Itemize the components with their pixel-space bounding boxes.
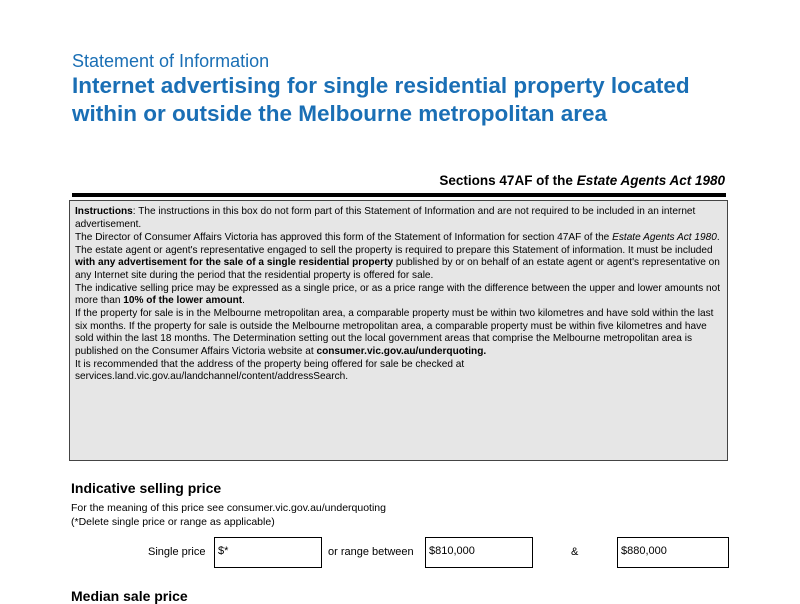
selling-price-note-1: For the meaning of this price see consumer.vic.gov.au/underquoting xyxy=(71,502,386,514)
instructions-text-2-end: . xyxy=(716,231,720,243)
sections-prefix: Sections 47AF of the xyxy=(439,173,577,188)
instructions-text-2: The Director of Consumer Affairs Victoria has approved this form of the Statement of Information for section 47AF of the xyxy=(75,231,613,243)
indicative-selling-price-heading: Indicative selling price xyxy=(71,480,222,496)
instructions-box xyxy=(69,200,728,461)
median-sale-price-heading: Median sale price xyxy=(71,588,188,604)
instructions-text-1: : The instructions in this box do not form part of this Statement of Information and are not required to be included in an internet advertisement. xyxy=(75,206,696,230)
instructions-act: Estate Agents Act 1980 xyxy=(612,231,717,243)
selling-price-note xyxy=(71,501,386,529)
sections-reference xyxy=(439,173,725,188)
instructions-text-4b: . xyxy=(242,295,245,307)
instructions-para-2 xyxy=(75,232,723,245)
selling-price-note-2: (*Delete single price or range as applicable) xyxy=(71,516,275,528)
single-price-field[interactable]: $* xyxy=(214,537,322,568)
range-low-field[interactable]: $810,000 xyxy=(425,537,533,568)
instructions-para-1 xyxy=(75,206,723,231)
document-subtitle: Statement of Information xyxy=(72,51,270,71)
instructions-bold-3: with any advertisement for the sale of a single residential property xyxy=(75,257,394,269)
instructions-text-3b: published by or on behalf of an estate agent or agent's representative on any Internet site during the period that the residential property is offered for sale. xyxy=(75,257,720,281)
instructions-para-5 xyxy=(75,308,723,358)
instructions-para-4 xyxy=(75,283,723,308)
range-and-label: & xyxy=(571,546,579,558)
instructions-para-3 xyxy=(75,245,723,283)
instructions-para-6 xyxy=(75,359,723,384)
instructions-bold-4: 10% of the lower amount xyxy=(123,295,243,307)
range-between-label: or range between xyxy=(328,546,414,558)
instructions-text-5a: If the property for sale is in the Melbourne metropolitan area, a comparable property must be within two kilometres and have sold within the last six months. If the property for sale is outside the Melbourne metropolitan area, a comparable property must be within five kilometres and have sold within the last 18 months. The Determination setting out the local government areas that comprise the Melbourne metropolitan area is published on the Consumer Affairs Victoria website at xyxy=(75,308,714,357)
instructions-address-link: services.land.vic.gov.au/landchannel/content/addressSearch. xyxy=(75,371,349,383)
sections-act: Estate Agents Act 1980 xyxy=(576,173,725,188)
range-high-field[interactable]: $880,000 xyxy=(617,537,729,568)
instructions-text-6a: It is recommended that the address of the property being offered for sale be checked at xyxy=(75,358,465,370)
document-title: Internet advertising for single residential property located within or outside the Melbourne metropolitan area xyxy=(72,73,690,126)
single-price-label: Single price xyxy=(148,546,206,558)
instructions-label: Instructions xyxy=(75,206,133,217)
instructions-text-4a: The indicative selling price may be expressed as a single price, or as a price range with the difference between the upper and lower amounts not more than xyxy=(75,282,721,307)
section-divider xyxy=(72,193,726,197)
instructions-link-underquoting: consumer.vic.gov.au/underquoting. xyxy=(316,345,487,357)
instructions-text-3a: The estate agent or agent's representative engaged to sell the property is required to prepare this Statement of information. It must be included xyxy=(75,244,713,256)
